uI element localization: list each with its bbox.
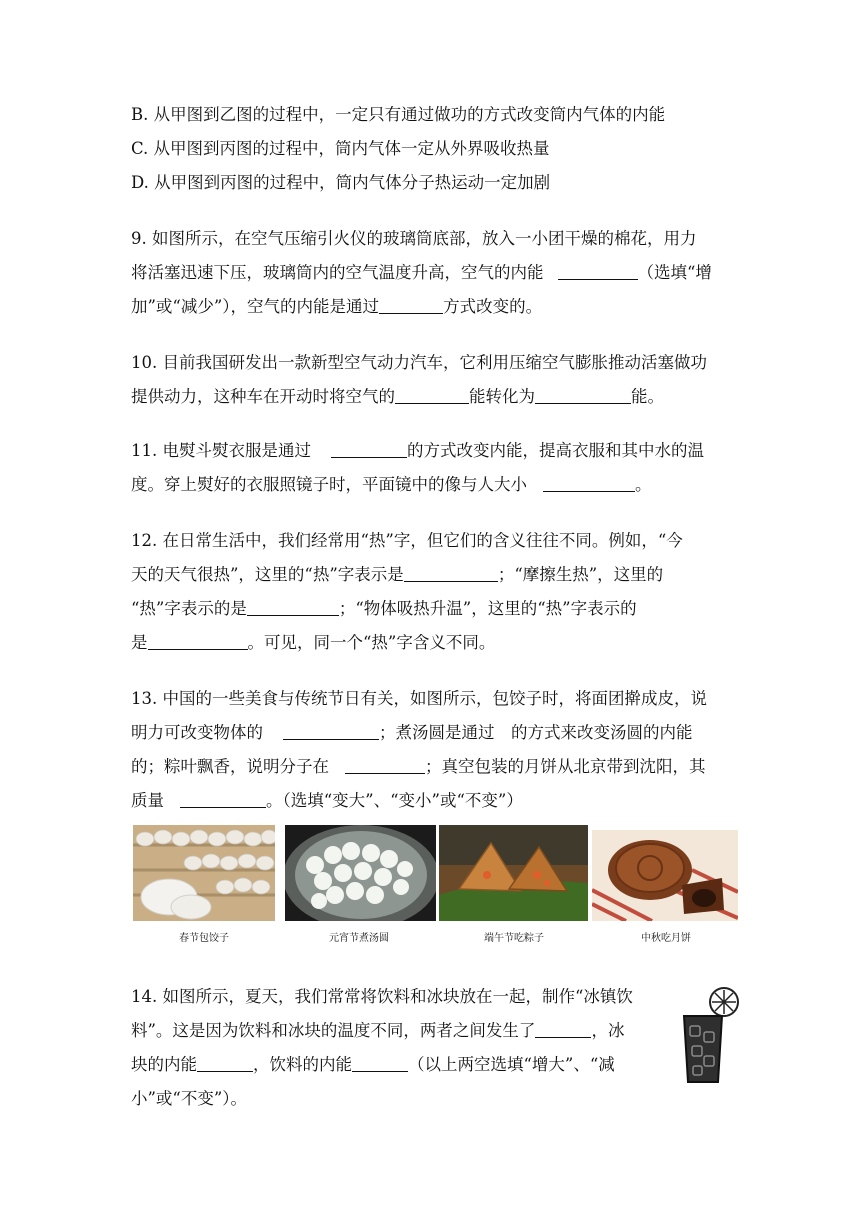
- q9-line-3: 加”或“减少”），空气的内能是通过 方式改变的。: [131, 297, 543, 316]
- zongzi-photo: [439, 825, 588, 921]
- q9-blank-1[interactable]: [558, 263, 638, 280]
- tangyuan-photo: [285, 825, 436, 921]
- q14-line-4: 小”或“不变”）。: [131, 1089, 248, 1108]
- q13-blank-1[interactable]: [283, 723, 379, 740]
- q14-line-2: 料”。这是因为饮料和冰块的温度不同，两者之间发生了 ，冰: [131, 1021, 625, 1040]
- caption-zongzi: 端午节吃粽子: [484, 933, 544, 944]
- q12-line-4: 是 。可见，同一个“热”字含义不同。: [131, 633, 496, 652]
- q10-line-2: 提供动力，这种车在开动时将空气的 能转化为 能。: [131, 387, 664, 406]
- option-c: C. 从甲图到丙图的过程中，筒内气体一定从外界吸收热量: [131, 139, 550, 158]
- q12-blank-1[interactable]: [404, 565, 498, 582]
- option-b: B. 从甲图到乙图的过程中，一定只有通过做功的方式改变筒内气体的内能: [131, 105, 666, 124]
- q12-blank-3[interactable]: [148, 633, 248, 650]
- q14-blank-1[interactable]: [535, 1021, 591, 1038]
- q13-blank-2[interactable]: [345, 757, 425, 774]
- q9-line-2: 将活塞迅速下压，玻璃筒内的空气温度升高，空气的内能 （选填“增: [131, 263, 712, 282]
- q14-line-1: 14. 如图所示，夏天，我们常常将饮料和冰块放在一起，制作“冰镇饮: [131, 987, 633, 1006]
- option-d: D. 从甲图到丙图的过程中，筒内气体分子热运动一定加剧: [131, 173, 551, 192]
- q11-blank-1[interactable]: [331, 441, 407, 458]
- q11-line-2: 度。穿上熨好的衣服照镜子时，平面镜中的像与人大小 。: [131, 475, 652, 494]
- q13-line-2: 明力可改变物体的 ；煮汤圆是通过 的方式来改变汤圆的内能: [131, 723, 693, 742]
- q11-blank-2[interactable]: [543, 475, 635, 492]
- q10-line-1: 10. 目前我国研发出一款新型空气动力汽车，它利用压缩空气膨胀推动活塞做功: [131, 353, 707, 372]
- q12-line-1: 12. 在日常生活中，我们经常用“热”字，但它们的含义往往不同。例如，“今: [131, 531, 683, 550]
- iced-drink-illustration: [674, 986, 744, 1086]
- caption-mooncake: 中秋吃月饼: [641, 933, 691, 944]
- q9-line-1: 9. 如图所示，在空气压缩引火仪的玻璃筒底部，放入一小团干燥的棉花，用力: [131, 229, 697, 248]
- q12-line-3: “热”字表示的是 ；“物体吸热升温”，这里的“热”字表示的: [131, 599, 637, 618]
- caption-tangyuan: 元宵节煮汤圆: [329, 933, 389, 944]
- q10-blank-1[interactable]: [395, 387, 469, 404]
- caption-dumplings: 春节包饺子: [179, 933, 229, 944]
- q14-blank-3[interactable]: [352, 1055, 408, 1072]
- q14-line-3: 块的内能 ，饮料的内能 （以上两空选填“增大”、“减: [131, 1055, 615, 1074]
- q12-line-2: 天的天气很热”，这里的“热”字表示是 ；“摩擦生热”，这里的: [131, 565, 664, 584]
- dumplings-photo: [133, 825, 275, 921]
- q13-line-1: 13. 中国的一些美食与传统节日有关，如图所示，包饺子时，将面团擀成皮，说: [131, 689, 707, 708]
- q9-blank-2[interactable]: [379, 297, 443, 314]
- q13-line-3: 的；粽叶飘香，说明分子在 ；真空包装的月饼从北京带到沈阳，其: [131, 757, 706, 776]
- q14-blank-2[interactable]: [197, 1055, 253, 1072]
- q10-blank-2[interactable]: [535, 387, 631, 404]
- q11-line-1: 11. 电熨斗熨衣服是通过 的方式改变内能，提高衣服和其中水的温: [131, 441, 704, 460]
- q13-line-4: 质量 。（选填“变大”、“变小”或“不变”）: [131, 791, 523, 810]
- q12-blank-2[interactable]: [247, 599, 339, 616]
- q13-blank-3[interactable]: [180, 791, 266, 808]
- mooncake-photo: [592, 830, 738, 921]
